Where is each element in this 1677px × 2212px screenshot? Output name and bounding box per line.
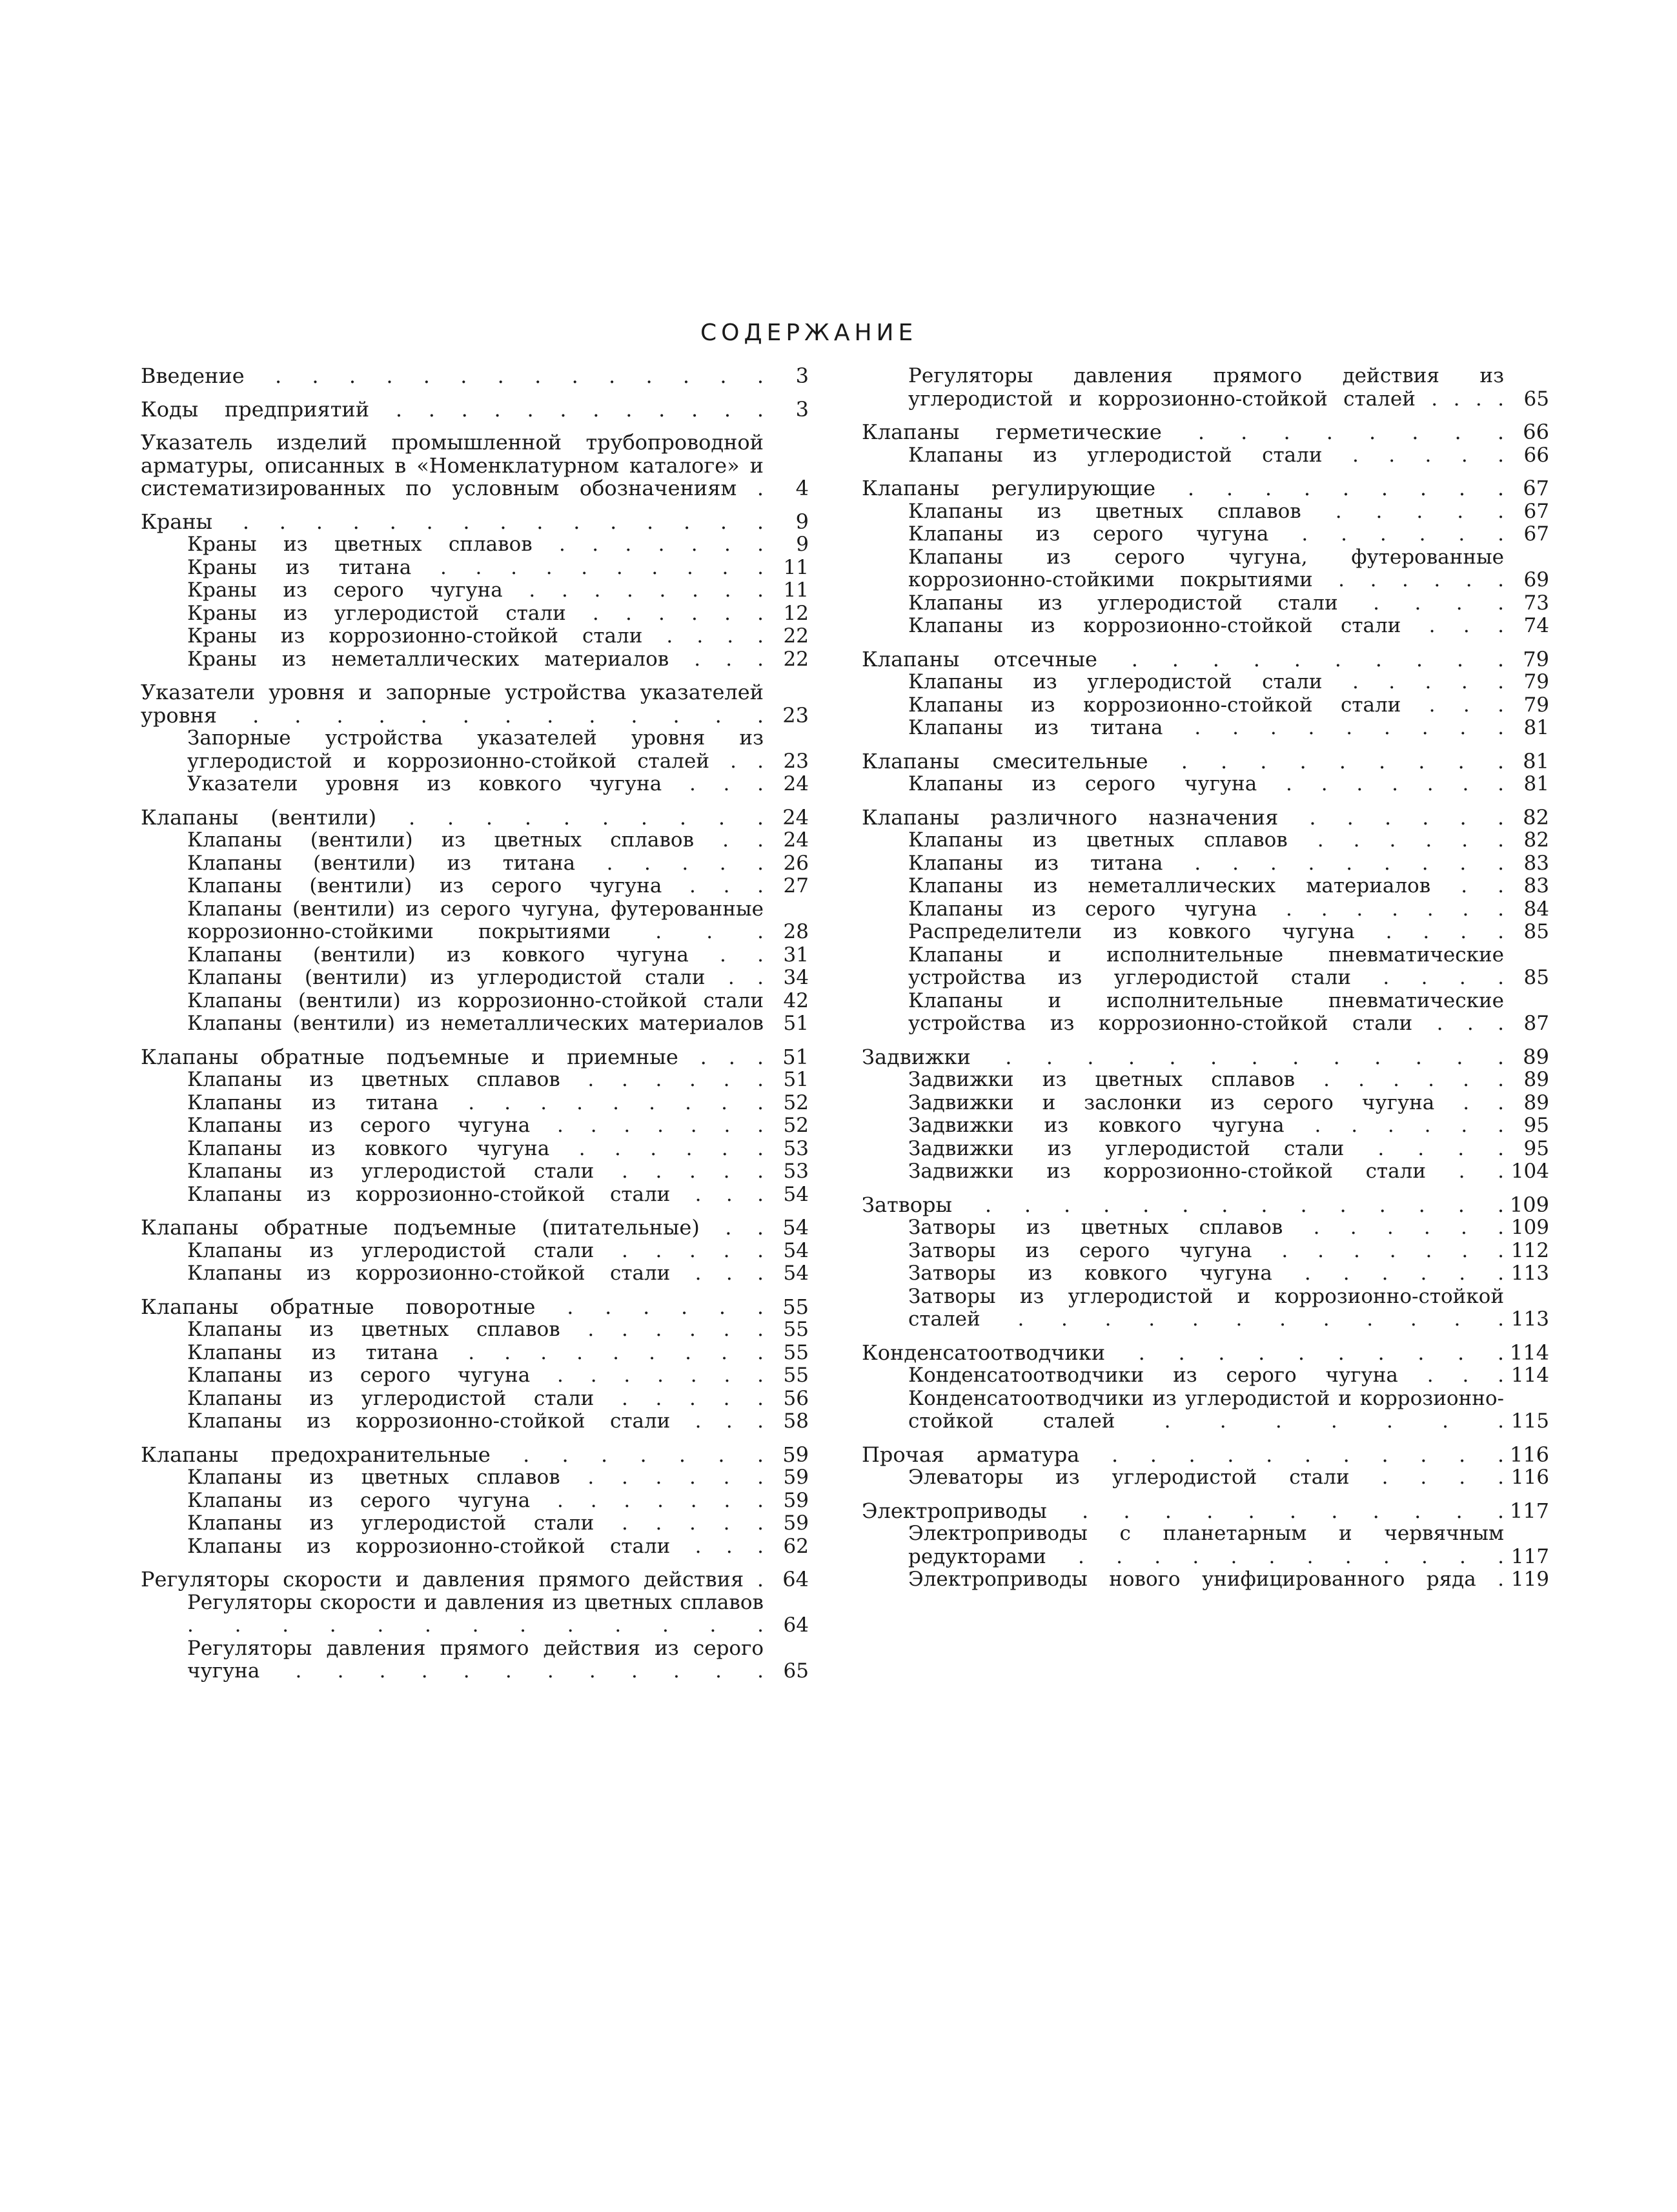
toc-entry-text: Клапаны из неметаллических материалов . .: [908, 874, 1504, 897]
toc-page-number: 26: [783, 851, 809, 875]
toc-entry[interactable]: [862, 648, 1549, 671]
toc-entry-text: Клапаны предохранительные . . . . . . .: [141, 1442, 764, 1467]
toc-entry-text: Клапаны из углеродистой стали . . . . .: [908, 443, 1504, 467]
toc-page-number: 113: [1510, 1262, 1549, 1285]
toc-entry-text: Краны из серого чугуна . . . . . . . .: [187, 579, 764, 602]
toc-entry-text: Клапаны и исполнительные пневматические устройства из углеродистой стали . . . .: [908, 943, 1504, 989]
toc-page-number: 67: [1523, 476, 1549, 500]
toc-entry-text: Клапаны (вентили) из титана . . . . .: [187, 851, 764, 875]
toc-entry-text: Затворы из ковкого чугуна . . . . . .: [908, 1262, 1504, 1285]
toc-subentry[interactable]: [862, 1114, 1549, 1138]
toc-subentry[interactable]: [141, 1092, 809, 1115]
toc-section: [141, 1296, 809, 1433]
toc-page-number: 83: [1523, 874, 1549, 897]
toc-entry-text: Задвижки . . . . . . . . . . . . .: [862, 1044, 1504, 1069]
toc-subentry[interactable]: [141, 944, 809, 967]
toc-page-number: 82: [1523, 828, 1549, 852]
toc-page-number: 85: [1523, 966, 1549, 989]
toc-page-number: 53: [783, 1136, 809, 1160]
toc-subentry[interactable]: [141, 773, 809, 796]
toc-entry-text: Регуляторы скорости и давления из цветных сплавов . . . . . . . . . . . . .: [187, 1590, 764, 1637]
toc-page-number: 55: [783, 1318, 809, 1341]
toc-entry[interactable]: [141, 1444, 809, 1467]
toc-section: [862, 648, 1549, 740]
toc-entry-text: Указатели уровня из ковкого чугуна . . .: [187, 772, 764, 795]
toc-subentry[interactable]: [141, 1535, 809, 1559]
toc-subentry[interactable]: [141, 1183, 809, 1207]
toc-page-number: 109: [1510, 1216, 1549, 1239]
toc-subentry[interactable]: [862, 546, 1549, 592]
toc-subentry[interactable]: [141, 727, 809, 773]
toc-subentry[interactable]: [862, 694, 1549, 717]
toc-entry-text: Элеваторы из углеродистой стали . . . .: [908, 1466, 1504, 1489]
toc-entry[interactable]: [141, 511, 809, 534]
toc-entry-text: Конденсатоотводчики из серого чугуна . . .: [908, 1364, 1504, 1387]
toc-subentry[interactable]: [141, 1466, 809, 1490]
toc-entry-text: Клапаны регулирующие . . . . . . . . .: [862, 476, 1504, 500]
toc-entry[interactable]: [141, 806, 809, 830]
toc-subentry[interactable]: [862, 773, 1549, 796]
toc-entry-text: Клапаны из коррозионно-стойкой стали . . .: [908, 693, 1504, 717]
toc-page-number: 81: [1523, 748, 1549, 773]
toc-page-number: 51: [783, 1012, 809, 1035]
toc-subentry[interactable]: [862, 1522, 1549, 1568]
toc-entry-text: Клапаны из серого чугуна, футерованные коррозионно-стойкими покрытиями . . . . . .: [908, 545, 1504, 591]
toc-entry-text: Задвижки из ковкого чугуна . . . . . .: [908, 1114, 1504, 1137]
toc-entry-text: Краны из титана . . . . . . . . . .: [187, 555, 764, 579]
toc-page-number: 4: [795, 476, 809, 500]
toc-entry[interactable]: [862, 1046, 1549, 1069]
toc-entry-text: Клапаны из цветных сплавов . . . . . .: [187, 1466, 764, 1489]
toc-entry-text: Клапаны (вентили) из углеродистой стали . .: [187, 966, 764, 989]
toc-entry[interactable]: [862, 1500, 1549, 1523]
toc-entry-text: Клапаны из углеродистой стали . . . . .: [187, 1160, 764, 1183]
toc-entry-text: Клапаны из коррозионно-стойкой стали . . .: [187, 1262, 764, 1285]
toc-subentry[interactable]: [862, 1216, 1549, 1240]
toc-subentry[interactable]: [141, 1592, 809, 1637]
toc-entry[interactable]: [862, 477, 1549, 500]
toc-entry-text: Клапаны из серого чугуна . . . . . .: [908, 522, 1504, 546]
toc-page-number: 54: [782, 1215, 809, 1240]
toc-entry-text: Клапаны из цветных сплавов . . . . . .: [187, 1318, 764, 1341]
toc-page-number: 59: [782, 1442, 809, 1467]
toc-section: [141, 511, 809, 671]
toc-entry-text: Регуляторы скорости и давления прямого действия .: [141, 1567, 764, 1592]
toc-page-number: 79: [1523, 646, 1549, 671]
toc-page-number: 85: [1523, 920, 1549, 943]
toc-page-number: 22: [783, 647, 809, 671]
toc-subentry[interactable]: [862, 944, 1549, 990]
toc-page-number: 84: [1523, 897, 1549, 921]
toc-subentry[interactable]: [141, 1240, 809, 1263]
toc-section: [862, 806, 1549, 1036]
toc-entry-text: Задвижки из коррозионно-стойкой стали . .: [908, 1160, 1504, 1183]
toc-page-number: 52: [783, 1114, 809, 1137]
toc-entry-text: Клапаны из цветных сплавов . . . . . .: [908, 828, 1504, 852]
toc-entry-text: Затворы из углеродистой и коррозионно-стойкой сталей . . . . . . . . . . . .: [908, 1284, 1504, 1331]
toc-entry-text: Клапаны обратные подъемные (питательные) . .: [141, 1215, 764, 1240]
toc-subentry[interactable]: [141, 1012, 809, 1036]
toc-section: [862, 477, 1549, 638]
toc-entry-text: Конденсатоотводчики . . . . . . . . . .: [862, 1340, 1504, 1365]
toc-subentry[interactable]: [862, 1388, 1549, 1433]
toc-page-number: 116: [1509, 1442, 1549, 1467]
toc-section: [141, 806, 809, 1036]
toc-subentry[interactable]: [141, 898, 809, 944]
toc-entry-text: Краны из коррозионно-стойкой стали . . . .: [187, 624, 764, 648]
toc-subentry[interactable]: [862, 1285, 1549, 1331]
toc-entry-text: Клапаны различного назначения . . . . . .: [862, 804, 1504, 830]
toc-page-number: 64: [782, 1567, 809, 1592]
toc-entry[interactable]: [862, 421, 1549, 444]
toc-subentry[interactable]: [141, 557, 809, 580]
toc-page-number: 23: [782, 702, 809, 728]
toc-entry-text: Прочая арматура . . . . . . . . . . .: [862, 1442, 1504, 1467]
toc-page-number: 34: [783, 966, 809, 989]
toc-entry-text: Клапаны из титана . . . . . . . . .: [908, 716, 1504, 739]
toc-page-number: 95: [1523, 1114, 1549, 1137]
toc-page-number: 119: [1510, 1568, 1549, 1591]
toc-page-number: 59: [783, 1488, 809, 1512]
toc-section: [141, 681, 809, 796]
toc-subentry[interactable]: [141, 1114, 809, 1138]
page-title: СОДЕРЖАНИЕ: [700, 320, 918, 346]
toc-section: [862, 1046, 1549, 1183]
toc-page-number: 54: [783, 1182, 809, 1206]
toc-subentry[interactable]: [141, 579, 809, 602]
toc-entry-text: Краны из углеродистой стали . . . . . .: [187, 601, 764, 625]
toc-subentry[interactable]: [862, 990, 1549, 1036]
toc-subentry[interactable]: [862, 829, 1549, 852]
toc-entry-text: Коды предприятий . . . . . . . . . . . .: [141, 396, 764, 422]
toc-subentry[interactable]: [862, 1466, 1549, 1490]
toc-section: [862, 421, 1549, 467]
toc-page-number: 116: [1510, 1466, 1549, 1489]
toc-page-number: 66: [1523, 443, 1549, 467]
toc-entry-text: Затворы . . . . . . . . . . . . . .: [862, 1192, 1504, 1217]
toc-subentry[interactable]: [141, 1160, 809, 1183]
toc-entry-text: Клапаны (вентили) из серого чугуна . . .: [187, 874, 764, 897]
toc-right-column: [862, 365, 1549, 1602]
toc-page-number: 81: [1523, 772, 1549, 795]
toc-page-number: 95: [1523, 1136, 1549, 1160]
toc-page-number: 104: [1510, 1160, 1549, 1183]
toc-entry-text: Клапаны (вентили) из цветных сплавов . .: [187, 828, 764, 852]
toc-page-number: 65: [1523, 387, 1549, 411]
toc-page-number: 51: [782, 1044, 809, 1069]
toc-subentry[interactable]: [141, 1342, 809, 1365]
toc-entry-text: Клапаны из цветных сплавов . . . . .: [908, 499, 1504, 523]
toc-page-number: 56: [783, 1386, 809, 1410]
toc-page-number: 82: [1523, 804, 1549, 830]
toc-entry[interactable]: [141, 398, 809, 422]
toc-entry-text: Краны . . . . . . . . . . . . . . .: [141, 509, 764, 534]
toc-page-number: 23: [783, 749, 809, 773]
toc-subentry[interactable]: [141, 829, 809, 852]
toc-entry[interactable]: [141, 1568, 809, 1592]
toc-entry-text: Указатели уровня и запорные устройства указателей уровня . . . . . . . . . . . . .: [141, 680, 764, 728]
toc-page-number: 64: [783, 1613, 809, 1637]
toc-subentry[interactable]: [862, 615, 1549, 638]
toc-entry-text: Клапаны из титана . . . . . . . . .: [187, 1340, 764, 1364]
toc-section: [141, 398, 809, 422]
toc-page-number: 9: [796, 533, 809, 556]
toc-entry[interactable]: [141, 365, 809, 388]
toc-page-number: 83: [1523, 851, 1549, 875]
toc-page-number: 58: [783, 1409, 809, 1433]
toc-subentry[interactable]: [141, 648, 809, 671]
toc-entry[interactable]: [862, 750, 1549, 773]
toc-subentry[interactable]: [862, 671, 1549, 694]
toc-page-number: 74: [1523, 614, 1549, 637]
toc-subentry[interactable]: [862, 852, 1549, 876]
toc-subentry[interactable]: [862, 898, 1549, 921]
toc-subentry[interactable]: [141, 1069, 809, 1092]
toc-entry-text: Регуляторы давления прямого действия из серого чугуна . . . . . . . . . . . .: [187, 1636, 764, 1683]
toc-section: [141, 1046, 809, 1207]
toc-entry-text: Затворы из цветных сплавов . . . . . .: [908, 1216, 1504, 1239]
toc-subentry[interactable]: [862, 1364, 1549, 1388]
toc-section: [862, 1194, 1549, 1331]
toc-entry-text: Клапаны из серого чугуна . . . . . . .: [187, 1364, 764, 1387]
toc-entry-text: Клапаны из серого чугуна . . . . . . .: [908, 897, 1504, 921]
toc-section: [141, 431, 809, 500]
toc-entry[interactable]: [141, 1296, 809, 1319]
toc-page-number: 117: [1509, 1498, 1549, 1523]
toc-page-number: 11: [783, 579, 809, 602]
toc-subentry[interactable]: [862, 1138, 1549, 1161]
toc-page-number: 54: [783, 1238, 809, 1262]
toc-subentry[interactable]: [141, 1262, 809, 1285]
toc-subentry[interactable]: [141, 875, 809, 898]
toc-page-number: 113: [1510, 1307, 1549, 1331]
toc-section: [862, 365, 1549, 411]
toc-page-number: 55: [783, 1364, 809, 1387]
toc-entry-text: Клапаны из серого чугуна . . . . . . .: [187, 1114, 764, 1137]
toc-page-number: 9: [795, 509, 809, 534]
toc-entry-text: Клапаны (вентили) из неметаллических материалов: [187, 1012, 764, 1035]
toc-entry-text: Клапаны из серого чугуна . . . . . . .: [908, 772, 1504, 795]
toc-page-number: 59: [783, 1511, 809, 1535]
toc-page-number: 81: [1523, 716, 1549, 739]
toc-subentry[interactable]: [862, 1262, 1549, 1285]
toc-entry[interactable]: [862, 1342, 1549, 1365]
toc-page-number: 114: [1510, 1364, 1549, 1387]
toc-page-number: 115: [1510, 1409, 1549, 1433]
toc-page-number: 11: [783, 555, 809, 579]
toc-subentry[interactable]: [141, 1490, 809, 1513]
toc-entry-text: Клапаны из титана . . . . . . . . .: [187, 1091, 764, 1114]
toc-entry-text: Затворы из серого чугуна . . . . . . .: [908, 1238, 1504, 1262]
toc-entry-text: Клапаны из углеродистой стали . . . .: [908, 591, 1504, 615]
toc-entry-text: Задвижки и заслонки из серого чугуна . .: [908, 1091, 1504, 1114]
toc-entry-text: Клапаны из углеродистой стали . . . . .: [187, 1386, 764, 1410]
toc-section: [862, 750, 1549, 796]
toc-section: [862, 1342, 1549, 1433]
toc-page-number: 55: [782, 1294, 809, 1319]
toc-page-number: 31: [783, 943, 809, 967]
toc-page-number: 117: [1510, 1544, 1549, 1568]
toc-section: [141, 1568, 809, 1683]
toc-entry-text: Краны из неметаллических материалов . . .: [187, 647, 764, 671]
toc-entry-text: Клапаны смесительные . . . . . . . . .: [862, 748, 1504, 773]
toc-entry[interactable]: [141, 1046, 809, 1069]
toc-entry[interactable]: [141, 681, 809, 727]
toc-page-number: 69: [1523, 568, 1549, 591]
toc-subentry[interactable]: [862, 875, 1549, 898]
toc-entry-text: Клапаны из цветных сплавов . . . . . .: [187, 1068, 764, 1091]
toc-section: [141, 1444, 809, 1559]
toc-page-number: 3: [795, 396, 809, 422]
toc-entry-text: Клапаны (вентили) из ковкого чугуна . .: [187, 943, 764, 967]
toc-entry[interactable]: [862, 806, 1549, 830]
toc-page-number: 66: [1523, 420, 1549, 444]
toc-subentry[interactable]: [862, 921, 1549, 944]
toc-subentry[interactable]: [141, 852, 809, 876]
toc-subentry[interactable]: [862, 365, 1549, 411]
toc-entry-text: Клапаны герметические . . . . . . . .: [862, 420, 1504, 444]
toc-entry-text: Клапаны из углеродистой стали . . . . .: [187, 1511, 764, 1535]
toc-page-number: 28: [783, 920, 809, 943]
toc-subentry[interactable]: [141, 1410, 809, 1433]
toc-subentry[interactable]: [862, 592, 1549, 615]
toc-entry-text: Клапаны из титана . . . . . . . . .: [908, 851, 1504, 875]
toc-entry-text: Клапаны из коррозионно-стойкой стали . . .: [187, 1182, 764, 1206]
toc-entry[interactable]: [862, 1194, 1549, 1217]
toc-entry[interactable]: [141, 1216, 809, 1240]
toc-entry-text: Электроприводы . . . . . . . . . . .: [862, 1498, 1504, 1523]
toc-page-number: 89: [1523, 1091, 1549, 1114]
toc-entry-text: Запорные устройства указателей уровня из углеродистой и коррозионно-стойкой сталей . .: [187, 726, 764, 773]
toc-page-number: 55: [783, 1340, 809, 1364]
toc-subentry[interactable]: [141, 1318, 809, 1342]
toc-subentry[interactable]: [141, 1364, 809, 1388]
toc-page-number: 24: [782, 804, 809, 830]
toc-entry-text: Клапаны обратные поворотные . . . . . .: [141, 1294, 764, 1319]
toc-entry-text: Введение . . . . . . . . . . . . . .: [141, 364, 764, 388]
toc-page-number: 67: [1523, 522, 1549, 546]
toc-page-number: 59: [783, 1466, 809, 1489]
toc-page-number: 67: [1523, 499, 1549, 523]
toc-page-number: 89: [1523, 1068, 1549, 1091]
toc-entry-text: Клапаны из углеродистой стали . . . . .: [908, 670, 1504, 693]
toc-page-number: 79: [1523, 670, 1549, 693]
toc-entry-text: Клапаны и исполнительные пневматические устройства из коррозионно-стойкой стали . . .: [908, 988, 1504, 1035]
toc-entry-text: Задвижки из цветных сплавов . . . . . .: [908, 1068, 1504, 1091]
toc-page-number: 42: [783, 988, 809, 1012]
toc-subentry[interactable]: [862, 1240, 1549, 1263]
toc-subentry[interactable]: [862, 1069, 1549, 1092]
toc-subentry[interactable]: [141, 967, 809, 990]
toc-page-number: 73: [1523, 591, 1549, 615]
toc-entry-text: Клапаны из углеродистой стали . . . . .: [187, 1238, 764, 1262]
toc-subentry[interactable]: [141, 625, 809, 648]
toc-subentry[interactable]: [141, 1138, 809, 1161]
toc-subentry[interactable]: [141, 990, 809, 1013]
toc-entry-text: Клапаны из серого чугуна . . . . . . .: [187, 1488, 764, 1512]
toc-entry-text: Электроприводы с планетарным и червячным редукторами . . . . . . . . . . . .: [908, 1522, 1504, 1568]
toc-section: [862, 1444, 1549, 1490]
toc-entry-text: Клапаны (вентили) из коррозионно-стойкой стали: [187, 988, 764, 1012]
toc-page-number: 22: [783, 624, 809, 648]
toc-section: [862, 1500, 1549, 1592]
toc-subentry[interactable]: [862, 1092, 1549, 1115]
toc-page-number: 54: [783, 1262, 809, 1285]
toc-page-number: 3: [795, 364, 809, 388]
toc-subentry[interactable]: [862, 523, 1549, 546]
toc-entry-text: Клапаны отсечные . . . . . . . . . .: [862, 646, 1504, 671]
toc-page-number: 62: [783, 1534, 809, 1558]
toc-page-number: 109: [1509, 1192, 1549, 1217]
toc-entry-text: Клапаны из коррозионно-стойкой стали . . .: [187, 1409, 764, 1433]
toc-entry[interactable]: [862, 1444, 1549, 1467]
toc-page-number: 24: [783, 772, 809, 795]
toc-left-column: [141, 365, 809, 1694]
toc-subentry[interactable]: [862, 717, 1549, 740]
toc-page-number: 112: [1510, 1238, 1549, 1262]
toc-entry-text: Клапаны из коррозионно-стойкой стали . . .: [187, 1534, 764, 1558]
toc-entry-text: Электроприводы нового унифицированного ряда .: [908, 1568, 1504, 1591]
toc-section: [141, 1216, 809, 1285]
toc-entry[interactable]: [141, 431, 809, 500]
toc-entry-text: Конденсатоотводчики из углеродистой и коррозионно-стойкой сталей . . . . . . .: [908, 1386, 1504, 1433]
toc-subentry[interactable]: [862, 500, 1549, 524]
toc-entry-text: Клапаны (вентили) . . . . . . . . . .: [141, 804, 764, 830]
toc-page-number: 65: [783, 1659, 809, 1683]
toc-subentry[interactable]: [862, 1160, 1549, 1183]
toc-page-number: 89: [1523, 1044, 1549, 1069]
toc-page-number: 24: [783, 828, 809, 852]
toc-page-number: 12: [783, 601, 809, 625]
toc-subentry[interactable]: [862, 1568, 1549, 1592]
toc-subentry[interactable]: [141, 602, 809, 626]
toc-entry-text: Клапаны (вентили) из серого чугуна, футерованные коррозионно-стойкими покрытиями . . .: [187, 897, 764, 943]
toc-page-number: 79: [1523, 693, 1549, 717]
toc-subentry[interactable]: [141, 1512, 809, 1535]
toc-subentry[interactable]: [862, 444, 1549, 467]
toc-entry-text: Краны из цветных сплавов . . . . . . .: [187, 533, 764, 556]
toc-entry-text: Регуляторы давления прямого действия из углеродистой и коррозионно-стойкой сталей . . . .: [908, 364, 1504, 411]
toc-entry-text: Указатель изделий промышленной трубопроводной арматуры, описанных в «Номенклатурном каталоге» и систематизированных по условным обозначениям .: [141, 430, 764, 500]
toc-section: [141, 365, 809, 388]
toc-page-number: 51: [783, 1068, 809, 1091]
toc-page-number: 114: [1509, 1340, 1549, 1365]
toc-subentry[interactable]: [141, 533, 809, 557]
toc-subentry[interactable]: [141, 1637, 809, 1683]
toc-page-number: 87: [1523, 1012, 1549, 1035]
toc-entry-text: Клапаны из коррозионно-стойкой стали . . .: [908, 614, 1504, 637]
toc-page-number: 52: [783, 1091, 809, 1114]
toc-entry-text: Распределители из ковкого чугуна . . . .: [908, 920, 1504, 943]
toc-entry-text: Клапаны из ковкого чугуна . . . . . .: [187, 1136, 764, 1160]
toc-entry-text: Клапаны обратные подъемные и приемные . . .: [141, 1044, 764, 1069]
toc-page-number: 53: [783, 1160, 809, 1183]
toc-page-number: 27: [783, 874, 809, 897]
toc-entry-text: Задвижки из углеродистой стали . . . .: [908, 1136, 1504, 1160]
toc-subentry[interactable]: [141, 1388, 809, 1411]
